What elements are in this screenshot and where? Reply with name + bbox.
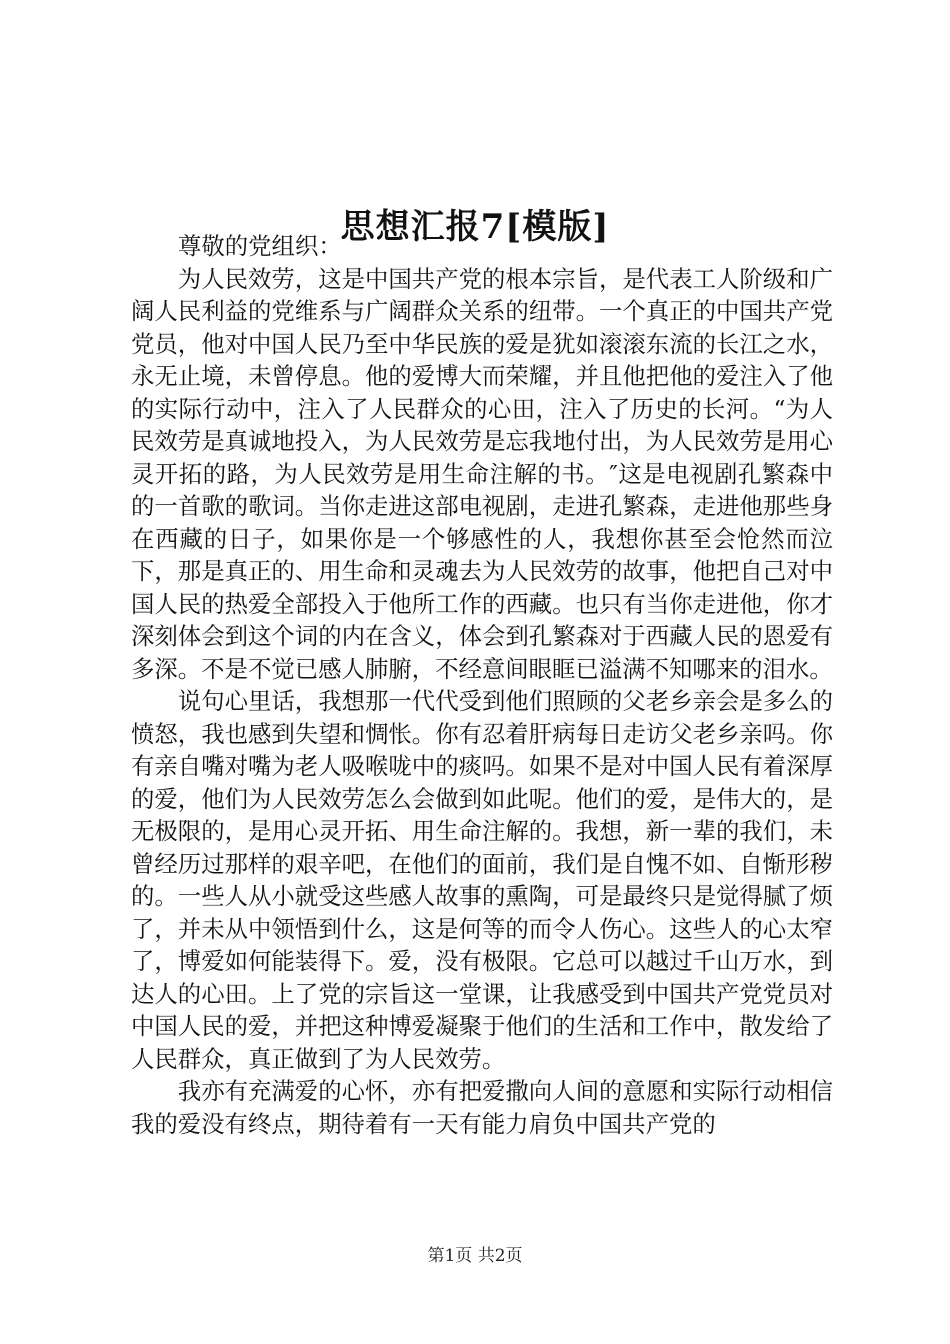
paragraph-1: 为人民效劳，这是中国共产党的根本宗旨，是代表工人阶级和广阔人民利益的党维系与广阔群众关系的纽带。一个真正的中国共产党党员，他对中国人民乃至中华民族的爱是犹如滚滚东流的长江之水，永无止境，未曾停息。他的爱博大而荣耀，并且他把他的爱注入了他的实际行动中，注入了人民群众的心田，注入了历史的长河。“为人民效劳是真诚地投入，为人民效劳是忘我地付出，为人民效劳是用心灵开拓的路，为人民效劳是用生命注解的书。″这是电视剧孔繁森中的一首歌的歌词。当你走进这部电视剧，走进孔繁森，走进他那些身在西藏的日子，如果你是一个够感性的人，我想你甚至会怆然而泣下，那是真正的、用生命和灵魂去为人民效劳的故事，他把自己对中国人民的热爱全部投入于他所工作的西藏。也只有当你走进他，你才深刻体会到这个词的内在含义，体会到孔繁森对于西藏人民的恩爱有多深。不是不觉已感人肺腑，不经意间眼眶已溢满不知哪来的泪水。 <box>131 264 833 683</box>
paragraph-2: 说句心里话，我想那一代代受到他们照顾的父老乡亲会是多么的愤怒，我也感到失望和惆怅。你有忍着肝病每日走访父老乡亲吗。你有亲自嘴对嘴为老人吸喉咙中的痰吗。如果不是对中国人民有着深厚的爱，他们为人民效劳怎么会做到如此呢。他们的爱，是伟大的，是无极限的，是用心灵开拓、用生命注解的。我想，新一辈的我们，未曾经历过那样的艰辛吧，在他们的面前，我们是自愧不如、自惭形秽的。一些人从小就受这些感人故事的熏陶，可是最终只是觉得腻了烦了，并未从中领悟到什么，这是何等的而令人伤心。这些人的心太窄了，博爱如何能装得下。爱，没有极限。它总可以越过千山万水，到达人的心田。上了党的宗旨这一堂课，让我感受到中国共产党党员对中国人民的爱，并把这种博爱凝聚于他们的生活和工作中，散发给了人民群众，真正做到了为人民效劳。 <box>131 687 833 1073</box>
document-body <box>131 230 833 1140</box>
page-footer: 第1页 共2页 <box>427 1246 523 1266</box>
paragraph-3: 我亦有充满爱的心怀，亦有把爱撒向人间的意愿和实际行动相信我的爱没有终点，期待着有一天有能力肩负中国共产党的 <box>131 1077 833 1138</box>
document-title: 思想汇报7[模版] <box>340 206 610 247</box>
salutation: 尊敬的党组织： <box>178 232 342 260</box>
